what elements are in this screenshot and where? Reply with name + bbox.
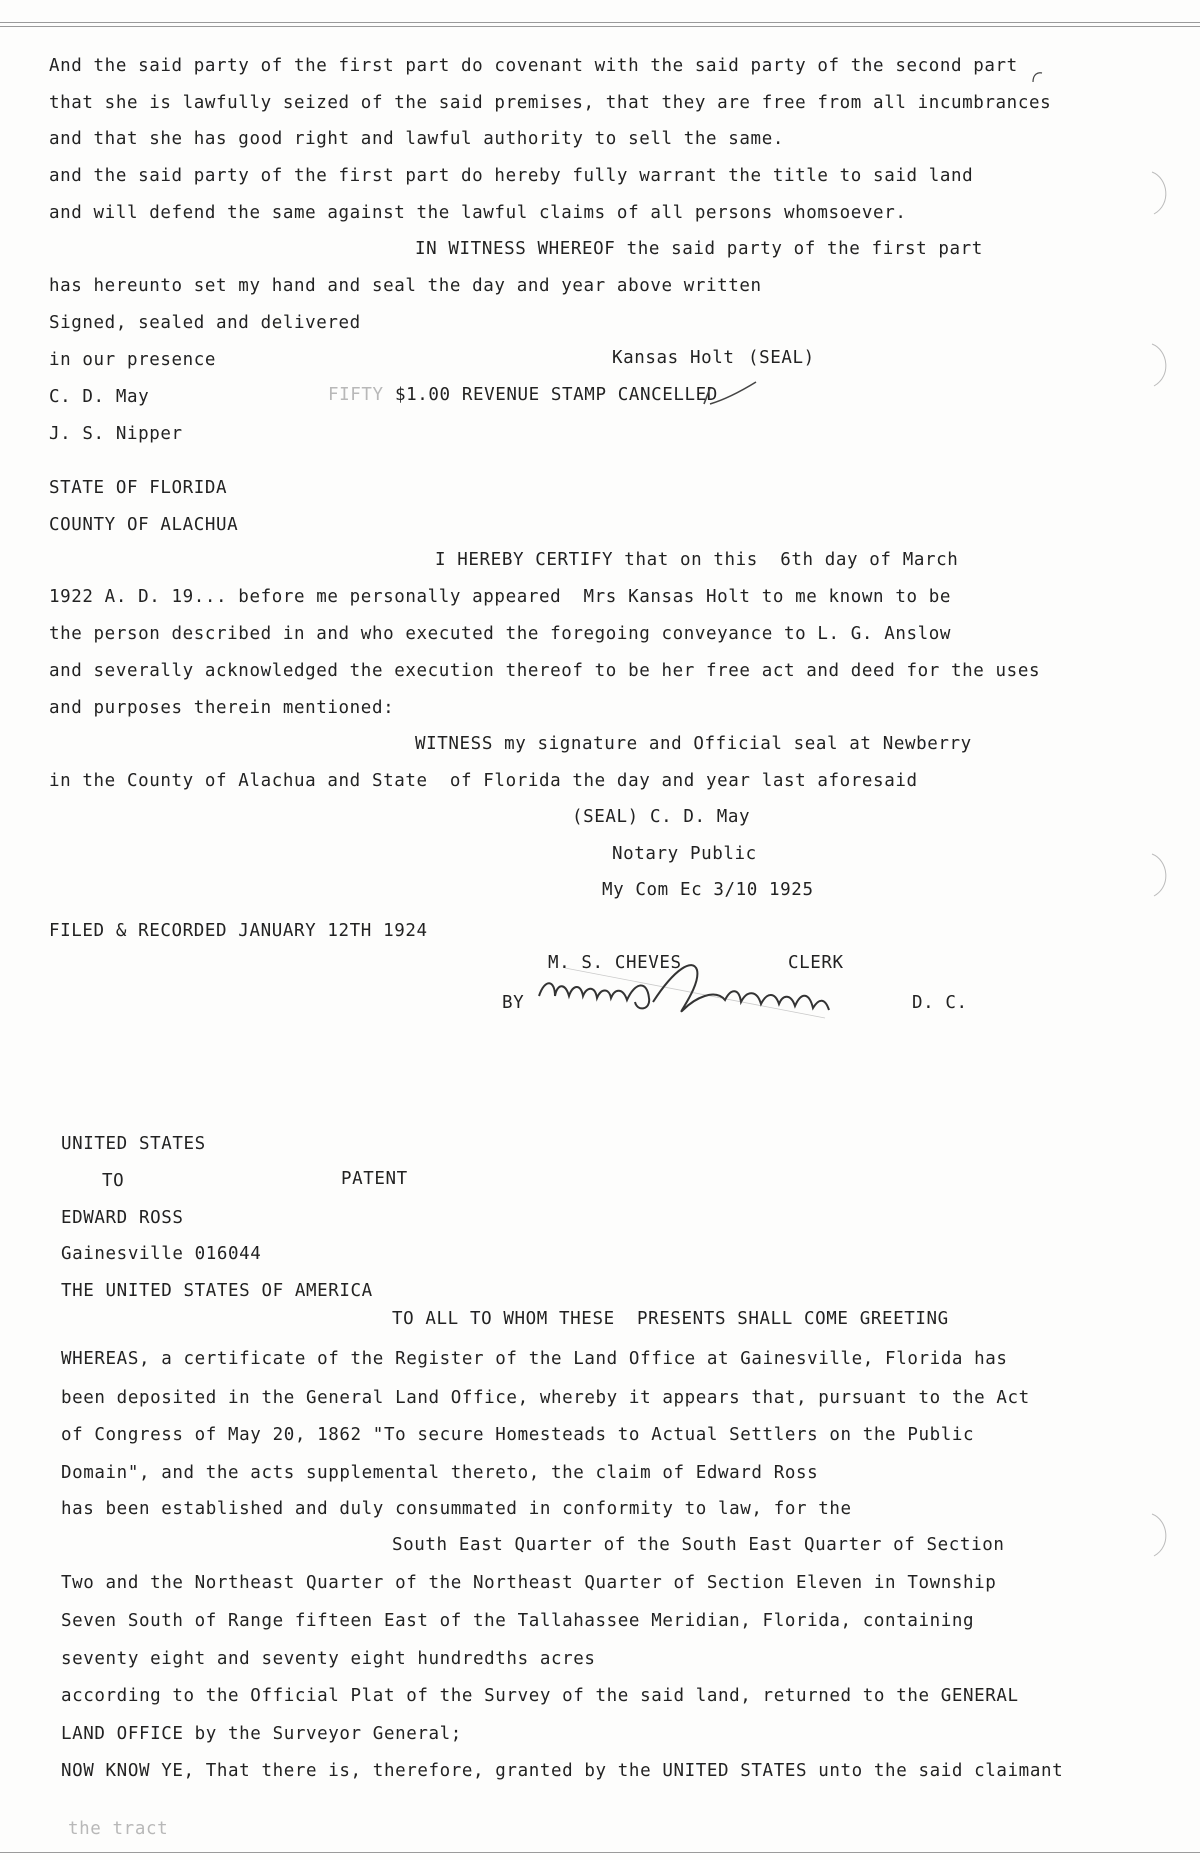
punch-hole-icon [1148,340,1178,390]
clerk-signature-icon [525,958,855,1028]
patent-faded-bottom: the tract [68,1819,169,1839]
patent-label: PATENT [341,1169,408,1189]
notary-seal-line: (SEAL) C. D. May [572,807,751,827]
patent-body-2: been deposited in the General Land Office, whereby it appears that, pursuant to the Act [61,1388,1030,1408]
patent-body-8: Seven South of Range fifteen East of the Tallahassee Meridian, Florida, containing [61,1611,975,1631]
punch-hole-icon [1148,850,1178,900]
witness-clause-1: IN WITNESS WHEREOF the said party of the first part [415,239,983,259]
county-heading: COUNTY OF ALACHUA [49,515,239,535]
ack-line-4: and severally acknowledged the execution thereof to be her free act and deed for the uses [49,661,1041,681]
margin-mark-icon [1030,70,1044,84]
ack-line-6: WITNESS my signature and Official seal at Newberry [415,734,972,754]
punch-hole-icon [1148,168,1178,218]
patent-to: TO [102,1171,125,1191]
grantor-signature: Kansas Holt [612,348,735,368]
patent-body-9: seventy eight and seventy eight hundredths acres [61,1649,596,1669]
grantor-seal: (SEAL) [748,348,815,368]
patent-body-10: according to the Official Plat of the Survey of the said land, returned to the GENERAL [61,1686,1019,1706]
covenant-line-4: and the said party of the first part do hereby fully warrant the title to said land [49,166,974,186]
patent-body-6: South East Quarter of the South East Quarter of Section [392,1535,1005,1555]
by-label: BY [502,993,525,1013]
clerk-name: M. S. CHEVES [548,953,682,973]
deputy-clerk-label: D. C. [912,993,968,1013]
revenue-stamp-text: $1.00 REVENUE STAMP CANCELLED [395,385,718,405]
patent-body-7: Two and the Northeast Quarter of the Northeast Quarter of Section Eleven in Township [61,1573,997,1593]
ack-line-1: I HEREBY CERTIFY that on this 6th day of March [435,550,959,570]
patent-body-1: WHEREAS, a certificate of the Register of the Land Office at Gainesville, Florida has [61,1349,1008,1369]
ack-line-2: 1922 A. D. 19... before me personally appeared Mrs Kansas Holt to me known to be [49,587,952,607]
patent-body-12: NOW KNOW YE, That there is, therefore, granted by the UNITED STATES unto the said claimant [61,1761,1064,1781]
patent-body-3: of Congress of May 20, 1862 "To secure Homesteads to Actual Settlers on the Public [61,1425,975,1445]
witness-1: C. D. May [49,387,150,407]
clerk-title: CLERK [788,953,844,973]
ack-line-5: and purposes therein mentioned: [49,698,395,718]
witness-2: J. S. Nipper [49,424,183,444]
covenant-line-2: that she is lawfully seized of the said premises, that they are free from all incumbrances [49,93,1052,113]
patent-body-4: Domain", and the acts supplemental thereto, the claim of Edward Ross [61,1463,819,1483]
notary-commission: My Com Ec 3/10 1925 [602,880,814,900]
patent-body-11: LAND OFFICE by the Surveyor General; [61,1724,462,1744]
punch-hole-icon [1148,1510,1178,1560]
filing-record: FILED & RECORDED JANUARY 12TH 1924 [49,921,428,941]
patent-usa: THE UNITED STATES OF AMERICA [61,1281,373,1301]
patent-greeting: TO ALL TO WHOM THESE PRESENTS SHALL COME GREETING [392,1309,949,1329]
signed-sealed: Signed, sealed and delivered [49,313,361,333]
witness-clause-2: has hereunto set my hand and seal the day and year above written [49,276,762,296]
patent-grantee: EDWARD ROSS [61,1208,184,1228]
checkmark-icon [700,378,760,408]
in-presence: in our presence [49,350,217,370]
state-heading: STATE OF FLORIDA [49,478,228,498]
patent-header: UNITED STATES [61,1134,206,1154]
bottom-rule [0,1852,1200,1853]
covenant-line-1: And the said party of the first part do covenant with the said party of the second part [49,56,1018,76]
stamp-faded-text: FIFTY [328,385,384,405]
ack-line-3: the person described in and who executed the foregoing conveyance to L. G. Anslow [49,624,952,644]
notary-title: Notary Public [612,844,757,864]
patent-body-5: has been established and duly consummated in conformity to law, for the [61,1499,852,1519]
top-rule [0,22,1200,23]
ack-line-7: in the County of Alachua and State of Florida the day and year last aforesaid [49,771,918,791]
covenant-line-3: and that she has good right and lawful authority to sell the same. [49,129,784,149]
patent-office: Gainesville 016044 [61,1244,262,1264]
top-rule-2 [0,26,1200,27]
covenant-line-5: and will defend the same against the lawful claims of all persons whomsoever. [49,203,907,223]
